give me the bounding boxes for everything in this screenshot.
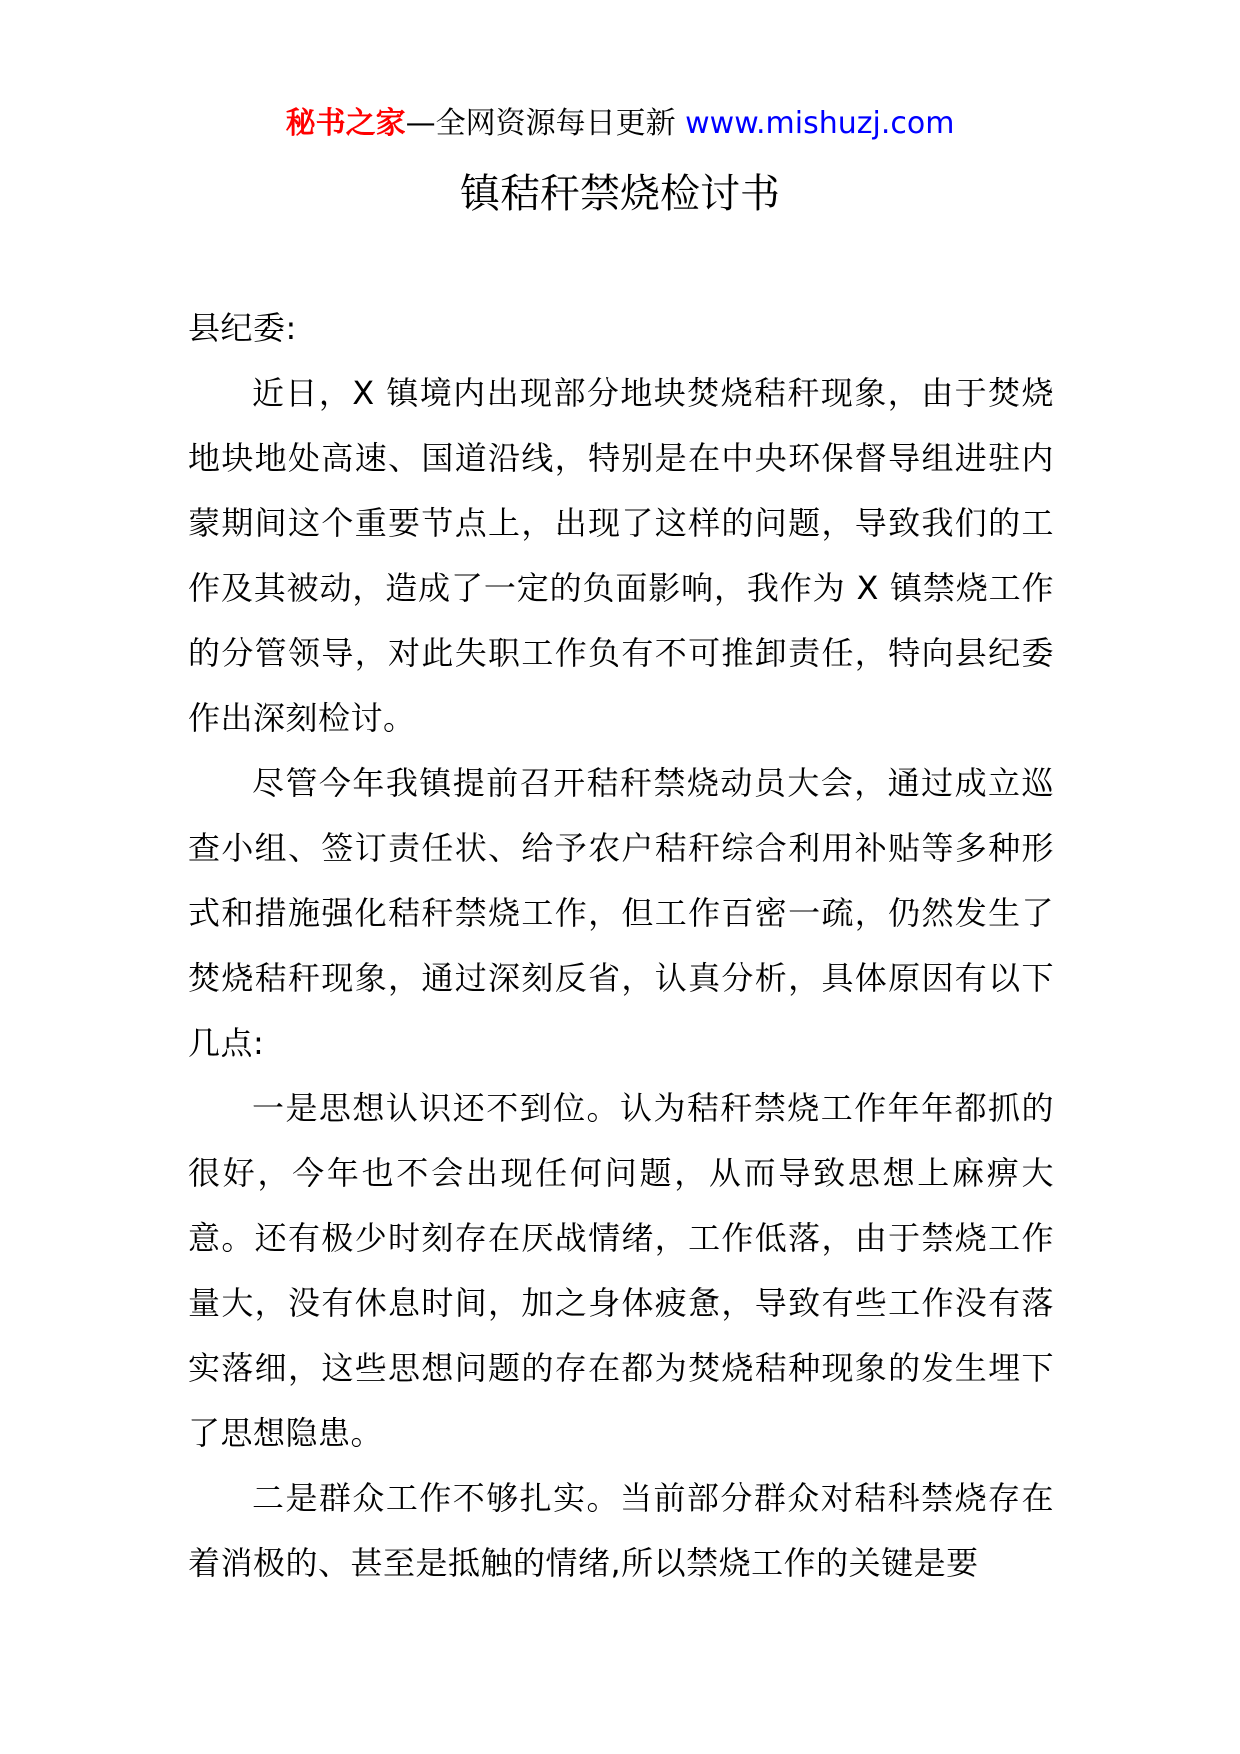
document-title: 镇秸秆禁烧检讨书 <box>460 171 780 217</box>
salutation: 县纪委: <box>188 309 297 347</box>
paragraph: 尽管今年我镇提前召开秸秆禁烧动员大会，通过成立巡查小组、签订责任状、给予农户秸秆综合利用补贴等多种形式和措施强化秸秆禁烧工作，但工作百密一疏，仍然发生了焚烧秸秆现象，通过深刻反省，认真分析，具体原因有以下几点: <box>188 764 1054 1062</box>
paragraph: 二是群众工作不够扎实。当前部分群众对秸科禁烧存在着消极的、甚至是抵触的情绪,所以禁烧工作的关键是要 <box>188 1479 1054 1582</box>
paragraph: 一是思想认识还不到位。认为秸秆禁烧工作年年都抓的很好，今年也不会出现任何问题，从而导致思想上麻痹大意。还有极少时刻存在厌战情绪，工作低落，由于禁烧工作量大，没有休息时间，加之身体疲惫，导致有些工作没有落实落细，这些思想问题的存在都为焚烧秸种现象的发生埋下了思想隐患。 <box>188 1089 1054 1452</box>
paragraph: 近日，X 镇境内出现部分地块焚烧秸秆现象，由于焚烧地块地处高速、国道沿线，特别是在中央环保督导组进驻内蒙期间这个重要节点上，出现了这样的问题，导致我们的工作及其被动，造成了一定的负面影响，我作为 X 镇禁烧工作的分管领导，对此失职工作负有不可推卸责任，特向县纪委作出深刻检讨。 <box>188 374 1054 737</box>
document-body <box>188 296 1054 1596</box>
site-banner <box>0 104 1240 144</box>
brand-name: 秘书之家 <box>285 106 406 141</box>
site-url-link[interactable]: www.mishuzj.com <box>685 106 955 141</box>
site-slogan: —全网资源每日更新 <box>405 106 686 141</box>
